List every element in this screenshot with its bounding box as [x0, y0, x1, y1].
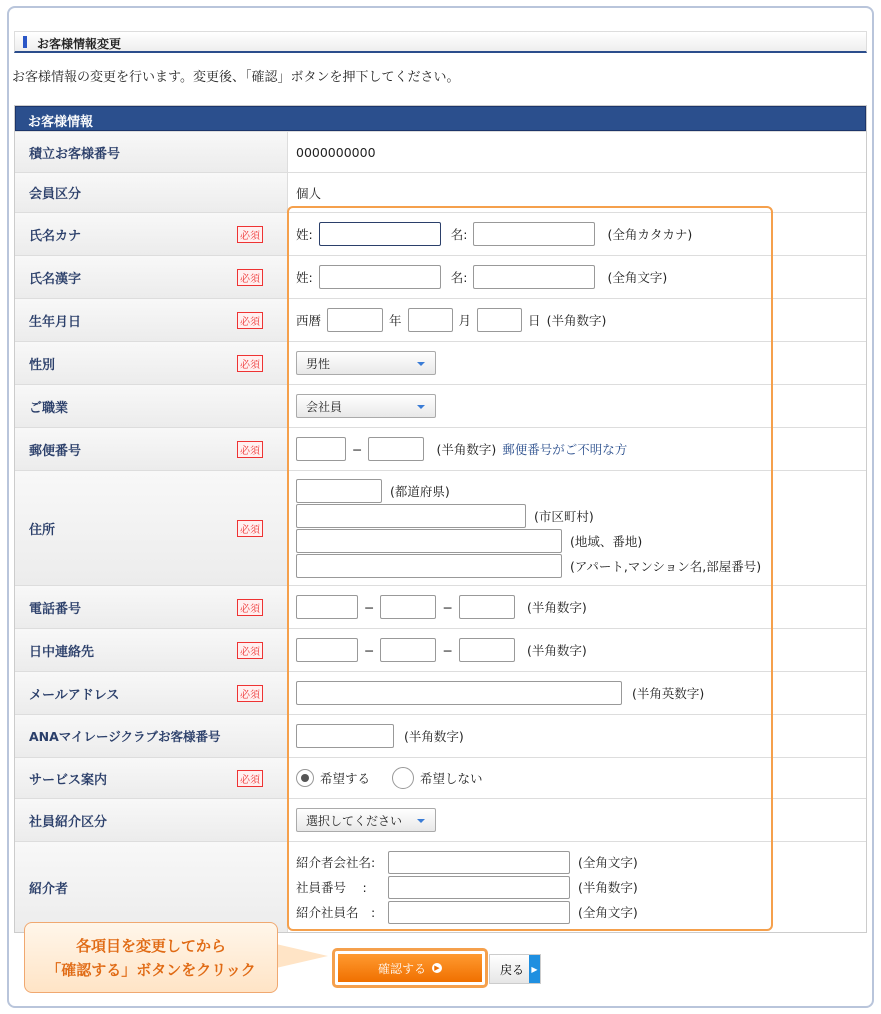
email-input[interactable] [296, 681, 622, 705]
label: 氏名カナ [29, 228, 82, 244]
row-email [15, 671, 866, 714]
intro-text: お客様情報の変更を行います。変更後、「確認」ボタンを押下してください。 [12, 70, 460, 85]
note: (半角数字) [404, 729, 464, 744]
daytime1-input[interactable] [296, 638, 358, 662]
street-input[interactable] [296, 529, 562, 553]
emp-name-label: 紹介社員名 : [296, 905, 376, 920]
zip-lookup-link[interactable]: 郵便番号がご不明な方 [502, 442, 628, 457]
row-job [15, 384, 866, 427]
row-zip [15, 427, 866, 470]
referrer-emp-name-input[interactable] [388, 901, 570, 924]
note: (半角数字) [546, 313, 607, 328]
dash: − [364, 642, 375, 658]
ana-number-input[interactable] [296, 724, 394, 748]
kana-sei-input[interactable] [319, 222, 441, 246]
row-daytime [15, 628, 866, 671]
row-kana [15, 212, 866, 255]
phone3-input[interactable] [459, 595, 515, 619]
dash: − [364, 599, 375, 615]
label: ご職業 [15, 385, 288, 427]
day-label: 日 [528, 313, 541, 328]
callout-tail [276, 944, 328, 968]
row-referral-type [15, 798, 866, 841]
sei-label: 姓: [296, 227, 313, 242]
selected-value: 選択してください [306, 813, 403, 828]
required-badge: 必須 [237, 520, 263, 537]
arrow-right-icon: ▶ [529, 955, 540, 983]
note: (地域、番地) [570, 533, 643, 549]
note: (市区町村) [534, 508, 594, 524]
selected-value: 会社員 [306, 399, 343, 414]
note: (半角数字) [436, 442, 497, 457]
chevron-down-icon [417, 819, 425, 827]
row-phone [15, 585, 866, 628]
back-label: 戻る [500, 962, 525, 977]
label: 紹介者 [15, 842, 288, 932]
required-badge: 必須 [237, 441, 263, 458]
note: (全角文字) [578, 855, 638, 870]
birth-month-input[interactable] [408, 308, 453, 332]
page-title-bar [14, 31, 867, 53]
row-address [15, 470, 866, 585]
row-referrer [15, 841, 866, 932]
selected-value: 男性 [306, 356, 331, 371]
referral-type-select[interactable] [296, 808, 436, 832]
title-marker [23, 36, 27, 48]
birth-day-input[interactable] [477, 308, 522, 332]
note: (都道府県) [390, 483, 450, 499]
building-input[interactable] [296, 554, 562, 578]
daytime2-input[interactable] [380, 638, 436, 662]
phone1-input[interactable] [296, 595, 358, 619]
required-badge: 必須 [237, 770, 263, 787]
label: 生年月日 [29, 314, 82, 330]
chevron-down-icon [417, 405, 425, 413]
dash: − [352, 441, 363, 457]
required-badge: 必須 [237, 685, 263, 702]
month-label: 月 [458, 313, 472, 328]
customer-info-table [14, 105, 867, 933]
label: 住所 [29, 522, 56, 538]
label: 日中連絡先 [29, 644, 95, 660]
section-title: お客様情報 [15, 106, 866, 131]
required-badge: 必須 [237, 312, 263, 329]
company-label: 紹介者会社名: [296, 855, 376, 870]
member-type-value: 個人 [296, 185, 322, 201]
radio-yes[interactable] [296, 769, 314, 787]
row-member-type [15, 172, 866, 212]
kanji-mei-input[interactable] [473, 265, 595, 289]
dash: − [442, 642, 453, 658]
callout-line1: 各項目を変更してから [75, 937, 226, 955]
note: (全角文字) [578, 905, 638, 920]
label: 性別 [29, 357, 56, 373]
sei-label: 姓: [296, 270, 313, 285]
referrer-emp-no-input[interactable] [388, 876, 570, 899]
label: 社員紹介区分 [15, 799, 288, 841]
arrow-right-circle-icon: ▶ [432, 963, 442, 973]
radio-yes-label[interactable]: 希望する [320, 771, 371, 786]
birth-year-input[interactable] [327, 308, 383, 332]
label: 電話番号 [29, 601, 82, 617]
note: (半角数字) [526, 643, 587, 658]
note: (半角数字) [578, 880, 638, 895]
radio-no-label[interactable]: 希望しない [420, 771, 483, 786]
back-button[interactable] [489, 954, 541, 984]
daytime3-input[interactable] [459, 638, 515, 662]
row-ana [15, 714, 866, 757]
member-no-value: 0000000000 [296, 144, 376, 160]
note: (半角英数字) [632, 686, 705, 701]
row-member-no [15, 131, 866, 172]
city-input[interactable] [296, 504, 526, 528]
label: 積立お客様番号 [15, 132, 288, 172]
confirm-button-highlight [332, 948, 488, 988]
confirm-label: 確認する [377, 961, 426, 976]
zip2-input[interactable] [368, 437, 424, 461]
callout-line2: 「確認する」ボタンをクリック [46, 961, 256, 979]
era-label: 西暦 [296, 313, 322, 328]
mei-label: 名: [450, 227, 468, 242]
note: (全角カタカナ) [607, 227, 693, 242]
kanji-sei-input[interactable] [319, 265, 441, 289]
referrer-company-input[interactable] [388, 851, 570, 874]
zip1-input[interactable] [296, 437, 346, 461]
label: サービス案内 [29, 772, 108, 788]
required-badge: 必須 [237, 269, 263, 286]
required-badge: 必須 [237, 642, 263, 659]
note: (半角数字) [526, 600, 587, 615]
kana-mei-input[interactable] [473, 222, 595, 246]
prefecture-input[interactable] [296, 479, 382, 503]
note: (アパート,マンション名,部屋番号) [570, 558, 762, 574]
label: ANAマイレージクラブお客様番号 [15, 715, 288, 757]
phone2-input[interactable] [380, 595, 436, 619]
label: メールアドレス [29, 687, 120, 703]
emp-no-label: 社員番号 : [296, 880, 367, 895]
label: 氏名漢字 [29, 271, 82, 287]
note: (全角文字) [607, 270, 668, 285]
chevron-down-icon [417, 362, 425, 370]
row-kanji [15, 255, 866, 298]
dash: − [442, 599, 453, 615]
row-birth [15, 298, 866, 341]
confirm-button[interactable] [338, 954, 482, 982]
label: 会員区分 [15, 173, 288, 212]
instruction-callout [24, 922, 278, 993]
required-badge: 必須 [237, 599, 263, 616]
year-label: 年 [389, 313, 402, 328]
job-select[interactable] [296, 394, 436, 418]
row-gender [15, 341, 866, 384]
page-title: お客様情報変更 [37, 37, 122, 51]
radio-no[interactable] [392, 767, 414, 789]
gender-select[interactable] [296, 351, 436, 375]
label: 郵便番号 [29, 443, 82, 459]
mei-label: 名: [450, 270, 468, 285]
required-badge: 必須 [237, 355, 263, 372]
row-service [15, 757, 866, 798]
required-badge: 必須 [237, 226, 263, 243]
